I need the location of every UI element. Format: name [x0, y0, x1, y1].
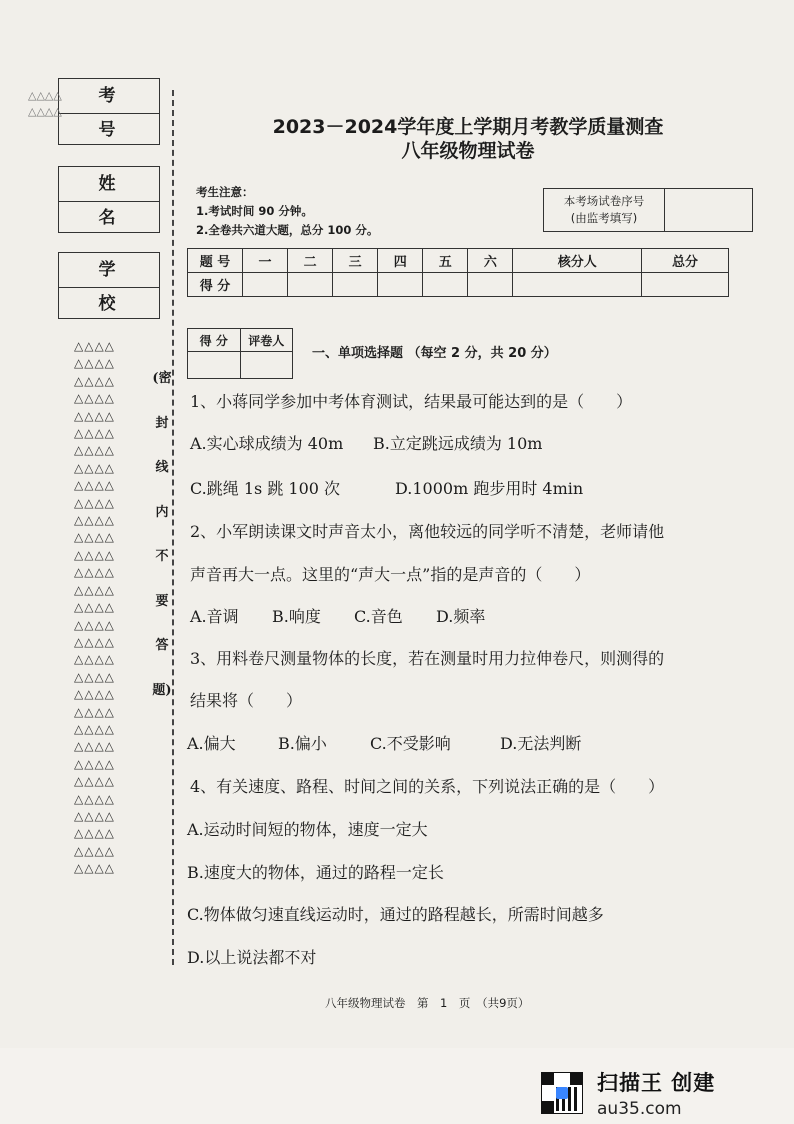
- question-4-option-b[interactable]: B.速度大的物体，通过的路程一定长: [187, 863, 444, 882]
- score-header-cell: 五: [423, 249, 468, 273]
- score-header-cell: 题 号: [188, 249, 243, 273]
- exam-number-label: 考号: [59, 79, 159, 114]
- score-cell[interactable]: [333, 273, 378, 297]
- score-header-cell: 一: [243, 249, 288, 273]
- score-cell[interactable]: [468, 273, 513, 297]
- score-header-cell: 六: [468, 249, 513, 273]
- score-header-cell: 四: [378, 249, 423, 273]
- question-1-option-d[interactable]: D.1000m 跑步用时 4min: [395, 479, 584, 498]
- serial-field[interactable]: [665, 189, 752, 231]
- score-cell[interactable]: [642, 273, 729, 297]
- serial-number-box: [543, 188, 753, 232]
- question-2-option-b[interactable]: B.响度: [272, 607, 321, 626]
- question-4-stem: 4、有关速度、路程、时间之间的关系，下列说法正确的是（ ）: [190, 777, 665, 796]
- triangle-pattern: △△△△ △△△△ △△△△ △△△△ △△△△ △△△△ △△△△ △△△△ △△△△ △△△△ △△△△ △△△△ △△△△ △△△△ △△△△ △△△△ △△△△ △△△△ △△△△ △△△△ △△△△ △△△△ △△△△ △△△△ △△△△ △△△△ △△△△ △△△△ △△△△ △△△△ △△△△: [74, 339, 115, 876]
- question-2-stem-line2: 声音再大一点。这里的“声大一点”指的是声音的（ ）: [190, 565, 591, 584]
- watermark-site: au35.com: [597, 1099, 682, 1119]
- score-header-cell: 核分人: [513, 249, 642, 273]
- question-2-option-d[interactable]: D.频率: [436, 607, 486, 626]
- score-cell[interactable]: [423, 273, 468, 297]
- question-2-stem-line1: 2、小军朗读课文时声音太小，离他较远的同学听不清楚，老师请他: [190, 522, 665, 541]
- score-row-label: 得 分: [188, 273, 243, 297]
- question-1-option-a[interactable]: A.实心球成绩为 40m: [190, 434, 344, 453]
- grader-score-cell[interactable]: [188, 352, 241, 379]
- score-header-cell: 二: [288, 249, 333, 273]
- question-1-option-b[interactable]: B.立定跳远成绩为 10m: [373, 434, 543, 453]
- watermark-brand: 扫描王 创建: [597, 1071, 716, 1095]
- question-3-option-d[interactable]: D.无法判断: [500, 734, 582, 753]
- name-box: [58, 166, 160, 233]
- serial-label: 本考场试卷序号 (由监考填写): [544, 189, 665, 231]
- question-3-stem-line1: 3、用料卷尺测量物体的长度，若在测量时用力拉伸卷尺，则测得的: [190, 649, 665, 668]
- notice-heading: 考生注意：: [196, 185, 254, 199]
- question-3-option-c[interactable]: C.不受影响: [370, 734, 451, 753]
- name-label: 姓名: [59, 167, 159, 202]
- question-4-option-d[interactable]: D.以上说法都不对: [187, 948, 317, 967]
- scanner-watermark: [541, 1067, 715, 1119]
- edge-triangle-column: △△△△ △△△△: [28, 89, 62, 118]
- exam-subtitle: 八年级物理试卷: [401, 140, 535, 162]
- school-label: 学校: [59, 253, 159, 288]
- score-cell[interactable]: [378, 273, 423, 297]
- score-cell[interactable]: [288, 273, 333, 297]
- candidate-notice: [196, 183, 378, 240]
- score-header-cell: 总分: [642, 249, 729, 273]
- question-1-option-c[interactable]: C.跳绳 1s 跳 100 次: [190, 479, 341, 498]
- question-3-stem-line2: 结果将（ ）: [190, 691, 303, 710]
- section-title: 一、单项选择题 （每空 2 分，共 20 分）: [312, 346, 557, 361]
- grader-score-label: 得 分: [188, 329, 241, 352]
- question-2-option-c[interactable]: C.音色: [354, 607, 403, 626]
- page-footer: 八年级物理试卷 第 1 页 （共9页）: [325, 996, 530, 1010]
- exam-title: 2023－2024学年度上学期月考教学质量测查: [272, 116, 664, 138]
- notice-item: 1.考试时间 90 分钟。: [196, 204, 313, 218]
- grader-table: [187, 328, 293, 379]
- question-2-option-a[interactable]: A.音调: [190, 607, 239, 626]
- grader-name-label: 评卷人: [240, 329, 293, 352]
- question-1-stem: 1、小蒋同学参加中考体育测试，结果最可能达到的是（ ）: [190, 392, 633, 411]
- score-table: [187, 248, 729, 297]
- score-cell[interactable]: [243, 273, 288, 297]
- school-box: [58, 252, 160, 319]
- question-4-option-c[interactable]: C.物体做匀速直线运动时，通过的路程越长，所需时间越多: [187, 905, 604, 924]
- score-cell[interactable]: [513, 273, 642, 297]
- question-3-option-b[interactable]: B.偏小: [278, 734, 327, 753]
- seal-text: (密 封 线 内 不 要 答 题): [152, 371, 172, 698]
- qr-code-icon: [541, 1072, 583, 1114]
- question-3-option-a[interactable]: A.偏大: [187, 734, 236, 753]
- exam-number-box: [58, 78, 160, 145]
- score-header-cell: 三: [333, 249, 378, 273]
- seal-dashed-line: [172, 90, 174, 965]
- question-4-option-a[interactable]: A.运动时间短的物体，速度一定大: [187, 820, 428, 839]
- notice-item: 2.全卷共六道大题，总分 100 分。: [196, 223, 379, 237]
- grader-name-cell[interactable]: [240, 352, 293, 379]
